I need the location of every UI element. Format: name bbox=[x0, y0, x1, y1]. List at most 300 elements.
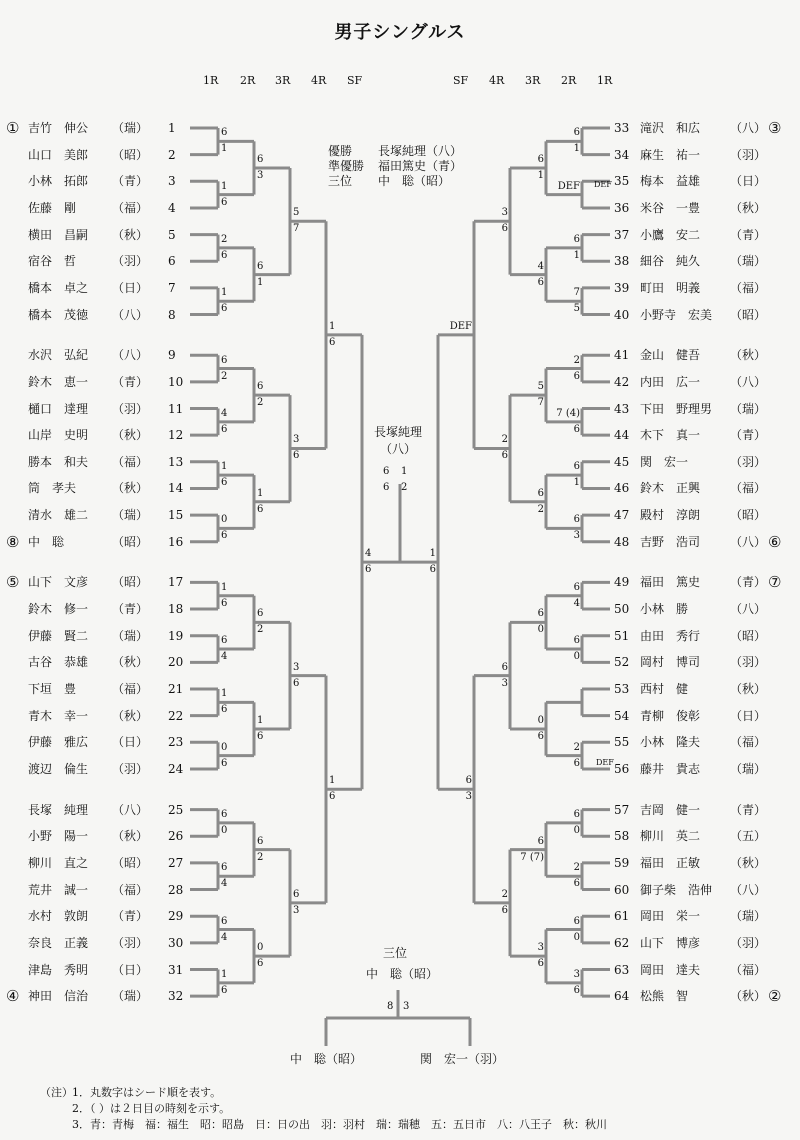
player-number: 61 bbox=[614, 909, 630, 924]
round-label-left: 2R bbox=[240, 74, 256, 87]
player-number: 22 bbox=[168, 708, 184, 723]
match-score: 3 bbox=[465, 791, 472, 803]
player-number: 42 bbox=[614, 374, 630, 389]
player-name: 小林 拓郎 bbox=[28, 174, 89, 189]
player-club: （福） bbox=[730, 481, 767, 496]
round-label-right: 1R bbox=[597, 74, 613, 87]
match-score: 2 bbox=[221, 233, 228, 245]
player-name: 小野寺 宏美 bbox=[640, 307, 713, 322]
player-number: 48 bbox=[614, 534, 630, 549]
player-number: 15 bbox=[168, 508, 184, 523]
match-score: 6 bbox=[257, 153, 264, 165]
match-score: 1 bbox=[573, 249, 580, 261]
player-number: 64 bbox=[614, 989, 630, 1004]
player-number: 50 bbox=[614, 602, 630, 617]
match-score: 1 bbox=[257, 487, 264, 499]
champion-label bbox=[373, 424, 423, 458]
player-name: 中 聡 bbox=[28, 534, 65, 549]
player-club: （秋） bbox=[730, 200, 767, 215]
seed-mark: ① bbox=[6, 119, 20, 137]
player-name: 吉竹 伸公 bbox=[28, 121, 89, 135]
match-score: 1 bbox=[221, 180, 228, 192]
player-number: 18 bbox=[168, 602, 184, 617]
player-name: 麻生 祐一 bbox=[640, 147, 701, 162]
summary-place: 準優勝 bbox=[328, 159, 365, 173]
player-club: （瑞） bbox=[730, 254, 767, 269]
match-score: 1 bbox=[401, 466, 408, 477]
player-number: 58 bbox=[614, 829, 630, 844]
match-score: 3 bbox=[293, 661, 300, 673]
player-name: 小林 隆夫 bbox=[640, 735, 701, 750]
match-score: 6 bbox=[573, 635, 580, 647]
player-name: 青柳 俊彰 bbox=[640, 708, 701, 723]
player-number: 59 bbox=[614, 855, 630, 870]
player-number: 46 bbox=[614, 481, 630, 496]
player-club: （福） bbox=[730, 280, 767, 295]
player-name: 吉野 浩司 bbox=[640, 534, 701, 549]
player-club: （昭） bbox=[730, 508, 767, 523]
player-number: 28 bbox=[168, 882, 184, 897]
player-name: 古谷 恭雄 bbox=[28, 655, 89, 670]
player-club: （瑞） bbox=[112, 628, 149, 643]
player-number: 60 bbox=[614, 882, 630, 897]
match-score: 6 bbox=[573, 461, 580, 473]
player-name: 神田 信治 bbox=[28, 989, 89, 1004]
seed-mark: ⑧ bbox=[6, 532, 20, 551]
player-name: 殿村 淳朗 bbox=[640, 508, 701, 523]
player-club: （羽） bbox=[112, 935, 149, 950]
player-name: 西村 健 bbox=[640, 682, 689, 696]
player-name: 鈴木 修一 bbox=[28, 602, 89, 617]
match-score: 6 bbox=[573, 233, 580, 245]
match-score: 6 bbox=[221, 530, 228, 542]
player-number: 57 bbox=[614, 802, 630, 817]
player-name: 清水 雄二 bbox=[28, 508, 89, 523]
summary-name: 長塚純理（八） bbox=[378, 144, 463, 158]
player-name: 下田 野理男 bbox=[640, 401, 713, 416]
match-score: 6 bbox=[221, 597, 228, 609]
player-name: 町田 明義 bbox=[640, 280, 701, 295]
match-score: 2 bbox=[501, 888, 508, 900]
match-score: 2 bbox=[257, 397, 264, 409]
match-score: 6 bbox=[537, 276, 544, 288]
player-number: 52 bbox=[614, 655, 630, 670]
player-club: （秋） bbox=[112, 227, 149, 242]
match-score: 0 bbox=[573, 931, 580, 943]
match-score: 6 bbox=[573, 757, 580, 769]
match-score: 6 bbox=[537, 958, 544, 970]
match-score: 3 bbox=[403, 1001, 410, 1012]
match-score: 2 bbox=[537, 503, 544, 515]
match-score: 1 bbox=[573, 143, 580, 155]
player-club: （八） bbox=[112, 307, 149, 322]
player-name: 細谷 純久 bbox=[640, 254, 701, 269]
player-name: 岡村 博司 bbox=[640, 655, 701, 670]
player-name: 福田 正敏 bbox=[640, 855, 701, 870]
seed-mark: ⑤ bbox=[6, 573, 20, 592]
match-score: 6 bbox=[573, 984, 580, 996]
player-name: 福田 篤史 bbox=[640, 575, 701, 590]
def-label: DEF bbox=[594, 180, 612, 189]
player-number: 4 bbox=[168, 200, 176, 215]
player-club: （青） bbox=[730, 802, 767, 817]
player-number: 2 bbox=[168, 147, 176, 162]
match-score: 4 bbox=[221, 931, 228, 943]
player-number: 8 bbox=[168, 307, 176, 322]
player-number: 16 bbox=[168, 534, 184, 549]
player-club: （羽） bbox=[112, 401, 149, 416]
match-score: 0 bbox=[537, 624, 544, 636]
player-name: 下垣 豊 bbox=[28, 682, 77, 696]
player-number: 41 bbox=[614, 348, 630, 363]
note-line-1: 1．丸数字はシード順を表す。 bbox=[72, 1086, 222, 1099]
player-club: （日） bbox=[730, 708, 767, 723]
player-number: 23 bbox=[168, 735, 184, 750]
player-name: 松熊 智 bbox=[640, 989, 689, 1004]
player-name: 小林 勝 bbox=[640, 602, 689, 617]
player-club: （秋） bbox=[112, 428, 149, 443]
round-label-left: SF bbox=[347, 74, 363, 87]
player-number: 12 bbox=[168, 428, 184, 443]
player-number: 31 bbox=[168, 962, 184, 977]
player-number: 53 bbox=[614, 682, 630, 696]
player-number: 13 bbox=[168, 454, 184, 469]
match-score: 6 bbox=[293, 450, 300, 462]
seed-mark: ④ bbox=[6, 987, 20, 1006]
match-score: 1 bbox=[329, 775, 336, 787]
round-label-right: 3R bbox=[525, 74, 541, 87]
third-place-player-left: 中 聡（昭） bbox=[290, 1052, 363, 1066]
summary-name: 福田篤史（青） bbox=[378, 159, 463, 173]
match-score: 6 bbox=[293, 677, 300, 689]
match-score: 5 bbox=[537, 381, 544, 393]
match-score: 6 bbox=[221, 127, 228, 139]
player-club: （昭） bbox=[112, 147, 149, 162]
match-score: 6 bbox=[257, 730, 264, 742]
player-name: 長塚 純理 bbox=[28, 802, 89, 817]
player-club: （昭） bbox=[730, 307, 767, 322]
player-number: 6 bbox=[168, 254, 176, 269]
player-number: 47 bbox=[614, 508, 630, 523]
match-score: 3 bbox=[293, 434, 300, 446]
match-score: 4 bbox=[221, 651, 228, 663]
match-score: 1 bbox=[429, 548, 436, 560]
player-name: 水沢 弘紀 bbox=[28, 348, 89, 363]
match-score: 1 bbox=[221, 461, 228, 473]
player-name: 奈良 正義 bbox=[28, 935, 89, 950]
third-place-title: 三位 bbox=[383, 946, 408, 960]
match-score: 6 bbox=[501, 450, 508, 462]
player-number: 24 bbox=[168, 761, 184, 776]
player-club: （八） bbox=[730, 602, 767, 617]
player-number: 10 bbox=[168, 374, 184, 389]
player-club: （瑞） bbox=[112, 508, 149, 523]
player-name: 伊藤 雅広 bbox=[28, 735, 89, 750]
match-score: 2 bbox=[257, 851, 264, 863]
champion-name: 長塚純理 bbox=[373, 425, 422, 439]
match-score: 6 bbox=[465, 775, 472, 787]
player-club: （日） bbox=[112, 280, 149, 295]
player-number: 32 bbox=[168, 989, 184, 1004]
match-score: 0 bbox=[257, 942, 264, 954]
player-club: （羽） bbox=[730, 147, 767, 162]
third-place-player-right: 関 宏一（羽） bbox=[420, 1052, 505, 1066]
player-number: 11 bbox=[168, 401, 184, 416]
match-score: 0 bbox=[221, 824, 228, 836]
player-name: 樋口 達理 bbox=[28, 401, 89, 416]
player-club: （瑞） bbox=[730, 401, 767, 416]
player-club: （福） bbox=[730, 735, 767, 750]
match-score: 7 bbox=[293, 223, 300, 235]
match-score: 3 bbox=[501, 207, 508, 219]
player-club: （八） bbox=[730, 534, 767, 549]
player-name: 鈴木 恵一 bbox=[28, 374, 89, 389]
player-number: 30 bbox=[168, 935, 184, 950]
match-score: 6 bbox=[573, 127, 580, 139]
player-club: （八） bbox=[730, 882, 767, 897]
player-number: 14 bbox=[168, 481, 184, 496]
player-number: 62 bbox=[614, 935, 630, 950]
match-score: 7 (7) bbox=[520, 851, 544, 863]
player-number: 27 bbox=[168, 855, 184, 870]
player-club: （瑞） bbox=[730, 761, 767, 776]
match-score: 8 bbox=[387, 1001, 394, 1012]
player-club: （昭） bbox=[112, 575, 149, 590]
player-club: （青） bbox=[730, 428, 767, 443]
match-score: 2 bbox=[221, 370, 228, 382]
match-score: 6 bbox=[257, 958, 264, 970]
player-name: 渡辺 倫生 bbox=[28, 761, 89, 776]
player-name: 山口 美郎 bbox=[28, 147, 89, 162]
player-number: 43 bbox=[614, 401, 630, 416]
player-club: （青） bbox=[112, 602, 149, 617]
player-number: 20 bbox=[168, 655, 184, 670]
player-name: 岡田 栄一 bbox=[640, 909, 701, 924]
player-club: （青） bbox=[112, 374, 149, 389]
player-name: 山下 文彦 bbox=[28, 575, 89, 590]
match-score: 6 bbox=[221, 423, 228, 435]
player-club: （昭） bbox=[730, 628, 767, 643]
player-number: 35 bbox=[614, 174, 630, 189]
match-score: 4 bbox=[221, 407, 228, 419]
player-club: （青） bbox=[112, 909, 149, 924]
match-score: DEF bbox=[449, 320, 472, 332]
player-club: （福） bbox=[730, 962, 767, 977]
player-name: 吉岡 健一 bbox=[640, 802, 701, 817]
player-name: 滝沢 和広 bbox=[640, 121, 701, 135]
player-name: 柳川 直之 bbox=[28, 855, 89, 870]
round-label-right: SF bbox=[453, 74, 469, 87]
match-score: 6 bbox=[537, 487, 544, 499]
round-label-right: 2R bbox=[561, 74, 577, 87]
player-number: 40 bbox=[614, 307, 630, 322]
player-name: 御子柴 浩伸 bbox=[640, 882, 713, 897]
player-club: （青） bbox=[730, 227, 767, 242]
player-name: 青木 幸一 bbox=[28, 708, 89, 723]
match-score: 4 bbox=[573, 597, 580, 609]
player-name: 山岸 史明 bbox=[28, 428, 89, 443]
player-number: 5 bbox=[168, 227, 176, 242]
match-score: 2 bbox=[401, 482, 408, 493]
seed-mark: ② bbox=[768, 987, 782, 1006]
match-score: 6 bbox=[537, 730, 544, 742]
player-number: 7 bbox=[168, 280, 176, 295]
player-number: 1 bbox=[168, 121, 176, 135]
match-score: 0 bbox=[537, 714, 544, 726]
player-name: 津島 秀明 bbox=[28, 962, 89, 977]
player-number: 44 bbox=[614, 428, 630, 443]
player-club: （日） bbox=[730, 174, 767, 189]
match-score: 6 bbox=[221, 808, 228, 820]
player-number: 17 bbox=[168, 575, 184, 590]
match-score: 6 bbox=[537, 608, 544, 620]
player-club: （八） bbox=[730, 374, 767, 389]
player-name: 柳川 英二 bbox=[640, 829, 701, 844]
match-score: 6 bbox=[537, 835, 544, 847]
player-name: 由田 秀行 bbox=[640, 628, 701, 643]
match-score: 6 bbox=[573, 808, 580, 820]
summary-place: 三位 bbox=[328, 174, 353, 188]
match-score: 6 bbox=[221, 862, 228, 874]
match-score: 6 bbox=[221, 757, 228, 769]
player-club: （羽） bbox=[112, 761, 149, 776]
player-club: （羽） bbox=[112, 254, 149, 269]
match-score: 6 bbox=[257, 503, 264, 515]
player-number: 38 bbox=[614, 254, 630, 269]
match-score: 5 bbox=[293, 207, 300, 219]
player-name: 鈴木 正興 bbox=[640, 481, 701, 496]
player-club: （瑞） bbox=[112, 121, 149, 135]
match-score: 6 bbox=[293, 888, 300, 900]
match-score: 6 bbox=[573, 581, 580, 593]
match-score: 6 bbox=[573, 423, 580, 435]
player-name: 木下 真一 bbox=[640, 428, 701, 443]
player-number: 63 bbox=[614, 962, 630, 977]
player-club: （福） bbox=[112, 682, 149, 696]
player-number: 21 bbox=[168, 682, 184, 696]
round-label-left: 3R bbox=[275, 74, 291, 87]
seed-mark: ⑥ bbox=[768, 532, 782, 551]
player-number: 51 bbox=[614, 628, 630, 643]
match-score: 1 bbox=[329, 320, 336, 332]
player-club: （羽） bbox=[730, 655, 767, 670]
match-score: 1 bbox=[221, 143, 228, 155]
player-number: 45 bbox=[614, 454, 630, 469]
match-score: 0 bbox=[221, 514, 228, 526]
match-score: 6 bbox=[221, 635, 228, 647]
match-score: 6 bbox=[383, 466, 390, 477]
player-club: （五） bbox=[730, 829, 767, 844]
player-number: 19 bbox=[168, 628, 184, 643]
match-score: 7 (4) bbox=[556, 407, 580, 419]
player-number: 29 bbox=[168, 909, 184, 924]
match-score: 6 bbox=[221, 477, 228, 489]
match-score: 4 bbox=[221, 878, 228, 890]
match-score: 6 bbox=[329, 336, 336, 348]
match-score: 0 bbox=[573, 824, 580, 836]
player-number: 39 bbox=[614, 280, 630, 295]
match-score: 2 bbox=[501, 434, 508, 446]
round-label-left: 4R bbox=[311, 74, 327, 87]
match-score: 6 bbox=[257, 835, 264, 847]
notes-label: （注） bbox=[40, 1086, 73, 1099]
match-score: 1 bbox=[257, 276, 264, 288]
match-score: 6 bbox=[257, 260, 264, 272]
match-score: 5 bbox=[573, 303, 580, 315]
match-score: 3 bbox=[573, 530, 580, 542]
match-score: DEF bbox=[557, 180, 580, 192]
match-score: 6 bbox=[221, 354, 228, 366]
player-club: （日） bbox=[112, 735, 149, 750]
player-name: 金山 健吾 bbox=[640, 348, 701, 363]
page-title: 男子シングルス bbox=[334, 22, 466, 43]
third-place-winner: 中 聡（昭） bbox=[366, 967, 439, 981]
player-name: 小野 陽一 bbox=[28, 829, 89, 844]
player-club: （八） bbox=[112, 802, 149, 817]
player-club: （羽） bbox=[730, 935, 767, 950]
player-club: （秋） bbox=[730, 855, 767, 870]
match-score: 0 bbox=[573, 651, 580, 663]
player-club: （秋） bbox=[730, 989, 767, 1004]
match-score: 6 bbox=[329, 791, 336, 803]
player-club: （秋） bbox=[730, 682, 767, 696]
player-name: 橋本 卓之 bbox=[28, 280, 89, 295]
match-score: 6 bbox=[573, 370, 580, 382]
player-name: 小鷹 安二 bbox=[640, 227, 701, 242]
player-club: （瑞） bbox=[730, 909, 767, 924]
seed-mark: ⑦ bbox=[768, 573, 782, 592]
def-label: DEF bbox=[596, 758, 614, 767]
player-number: 3 bbox=[168, 174, 176, 189]
match-score: 2 bbox=[573, 862, 580, 874]
match-score: 2 bbox=[573, 354, 580, 366]
match-score: 6 bbox=[221, 303, 228, 315]
champion-club: （八） bbox=[379, 442, 416, 456]
player-number: 25 bbox=[168, 802, 184, 817]
match-score: 6 bbox=[221, 704, 228, 716]
match-score: 3 bbox=[293, 904, 300, 916]
player-name: 水村 敦朗 bbox=[28, 909, 89, 924]
match-score: 1 bbox=[257, 714, 264, 726]
match-score: 7 bbox=[573, 287, 580, 299]
match-score: 6 bbox=[221, 249, 228, 261]
player-name: 伊藤 賢二 bbox=[28, 628, 89, 643]
player-club: （福） bbox=[112, 200, 149, 215]
match-score: 4 bbox=[365, 548, 372, 560]
player-club: （瑞） bbox=[112, 989, 149, 1004]
note-line-3: 3．青：青梅 福：福生 昭：昭島 日：日の出 羽：羽村 瑞：瑞穂 五：五日市 八：八王子 秋：秋川 bbox=[72, 1118, 607, 1131]
match-score: 3 bbox=[501, 677, 508, 689]
player-number: 37 bbox=[614, 227, 630, 242]
player-number: 34 bbox=[614, 147, 630, 162]
match-score: 6 bbox=[537, 153, 544, 165]
match-score: 6 bbox=[257, 381, 264, 393]
player-name: 宿谷 哲 bbox=[28, 254, 77, 269]
match-score: 1 bbox=[221, 968, 228, 980]
player-name: 筒 孝夫 bbox=[28, 481, 77, 496]
player-number: 26 bbox=[168, 829, 184, 844]
player-club: （青） bbox=[112, 174, 149, 189]
player-club: （秋） bbox=[112, 708, 149, 723]
player-club: （秋） bbox=[112, 829, 149, 844]
player-name: 関 宏一 bbox=[640, 454, 689, 469]
player-name: 岡田 達夫 bbox=[640, 962, 701, 977]
match-score: 6 bbox=[573, 915, 580, 927]
player-name: 米谷 一豊 bbox=[640, 200, 701, 215]
player-name: 勝本 和夫 bbox=[28, 454, 89, 469]
player-name: 内田 広一 bbox=[640, 374, 701, 389]
match-score: 6 bbox=[573, 878, 580, 890]
